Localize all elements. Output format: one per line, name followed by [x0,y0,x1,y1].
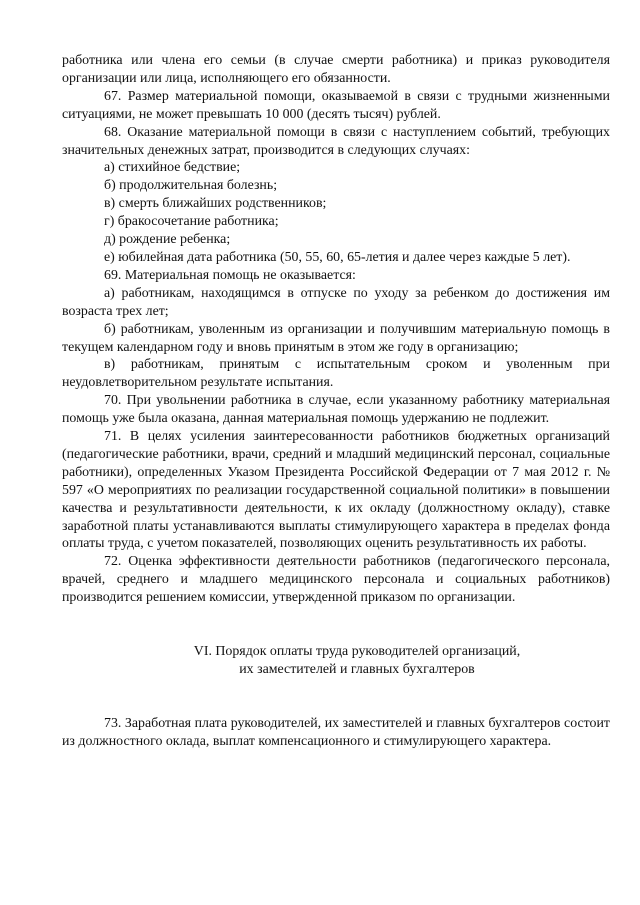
paragraph-72: 72. Оценка эффективности деятельности работников (педагогического персонала, врачей, среднего и младшего медицинского персонала и социальных работников) производится решением комиссии, утвержденной приказом по организации. [62,554,610,606]
list-item-68d: д) рождение ребенка; [104,232,231,248]
paragraph-67: 67. Размер материальной помощи, оказываемой в связи с трудными жизненными ситуациями, не может превышать 10 000 (десять тысяч) рублей. [62,88,610,122]
list-item-69v: в) работникам, принятым с испытательным сроком и уволенным при неудовлетворительном результате испытания. [62,357,610,391]
list-item-68e: е) юбилейная дата работника (50, 55, 60, 65-летия и далее через каждые 5 лет). [104,249,571,265]
paragraph-71: 71. В целях усиления заинтересованности работников бюджетных организаций (педагогические работники, врачи, средний и младший медицинский персонал, социальные работники), определенных Указом Президента Российской Федерации от 7 мая 2012 г. № 597 «О мероприятиях по реализации государственной социальной политики» в повышении качества и результативности деятельности, к их окладу (должностному окладу), ставке заработной платы устанавливаются выплаты стимулирующего характера в пределах фонда оплаты труда, с учетом показателей, позволяющих оценить результативность их работы. [62,429,610,552]
list-item-68v: в) смерть ближайших родственников; [104,196,327,212]
paragraph-69: 69. Материальная помощь не оказывается: [104,267,356,283]
list-item-69a: а) работникам, находящимся в отпуске по уходу за ребенком до достижения им возраста трех лет; [62,285,610,319]
section-spacer [62,607,610,643]
paragraph-68: 68. Оказание материальной помощи в связи с наступлением событий, требующих значительных денежных затрат, производится в следующих случаях: [62,124,610,158]
paragraph-70: 70. При увольнении работника в случае, если указанному работнику материальная помощь уже была оказана, данная материальная помощь удержанию не подлежит. [62,393,610,427]
paragraph-continuation: работника или члена его семьи (в случае смерти работника) и приказ руководителя организации или лица, исполняющего его обязанности. [62,53,610,86]
section-spacer-2 [62,679,610,715]
paragraph-73: 73. Заработная плата руководителей, их заместителей и главных бухгалтеров состоит из должностного оклада, выплат компенсационного и стимулирующего характера. [62,715,610,749]
list-item-68g: г) бракосочетание работника; [104,214,279,230]
section-heading-line-2: их заместителей и главных бухгалтеров [239,662,475,677]
list-item-68b: б) продолжительная болезнь; [104,178,278,194]
list-item-68a: а) стихийное бедствие; [104,160,241,176]
list-item-69b: б) работникам, уволенным из организации и получившим материальную помощь в текущем календарном году и вновь принятым в этом же году в организацию; [62,321,610,355]
section-heading-line-1: VI. Порядок оплаты труда руководителей организаций, [193,644,521,660]
